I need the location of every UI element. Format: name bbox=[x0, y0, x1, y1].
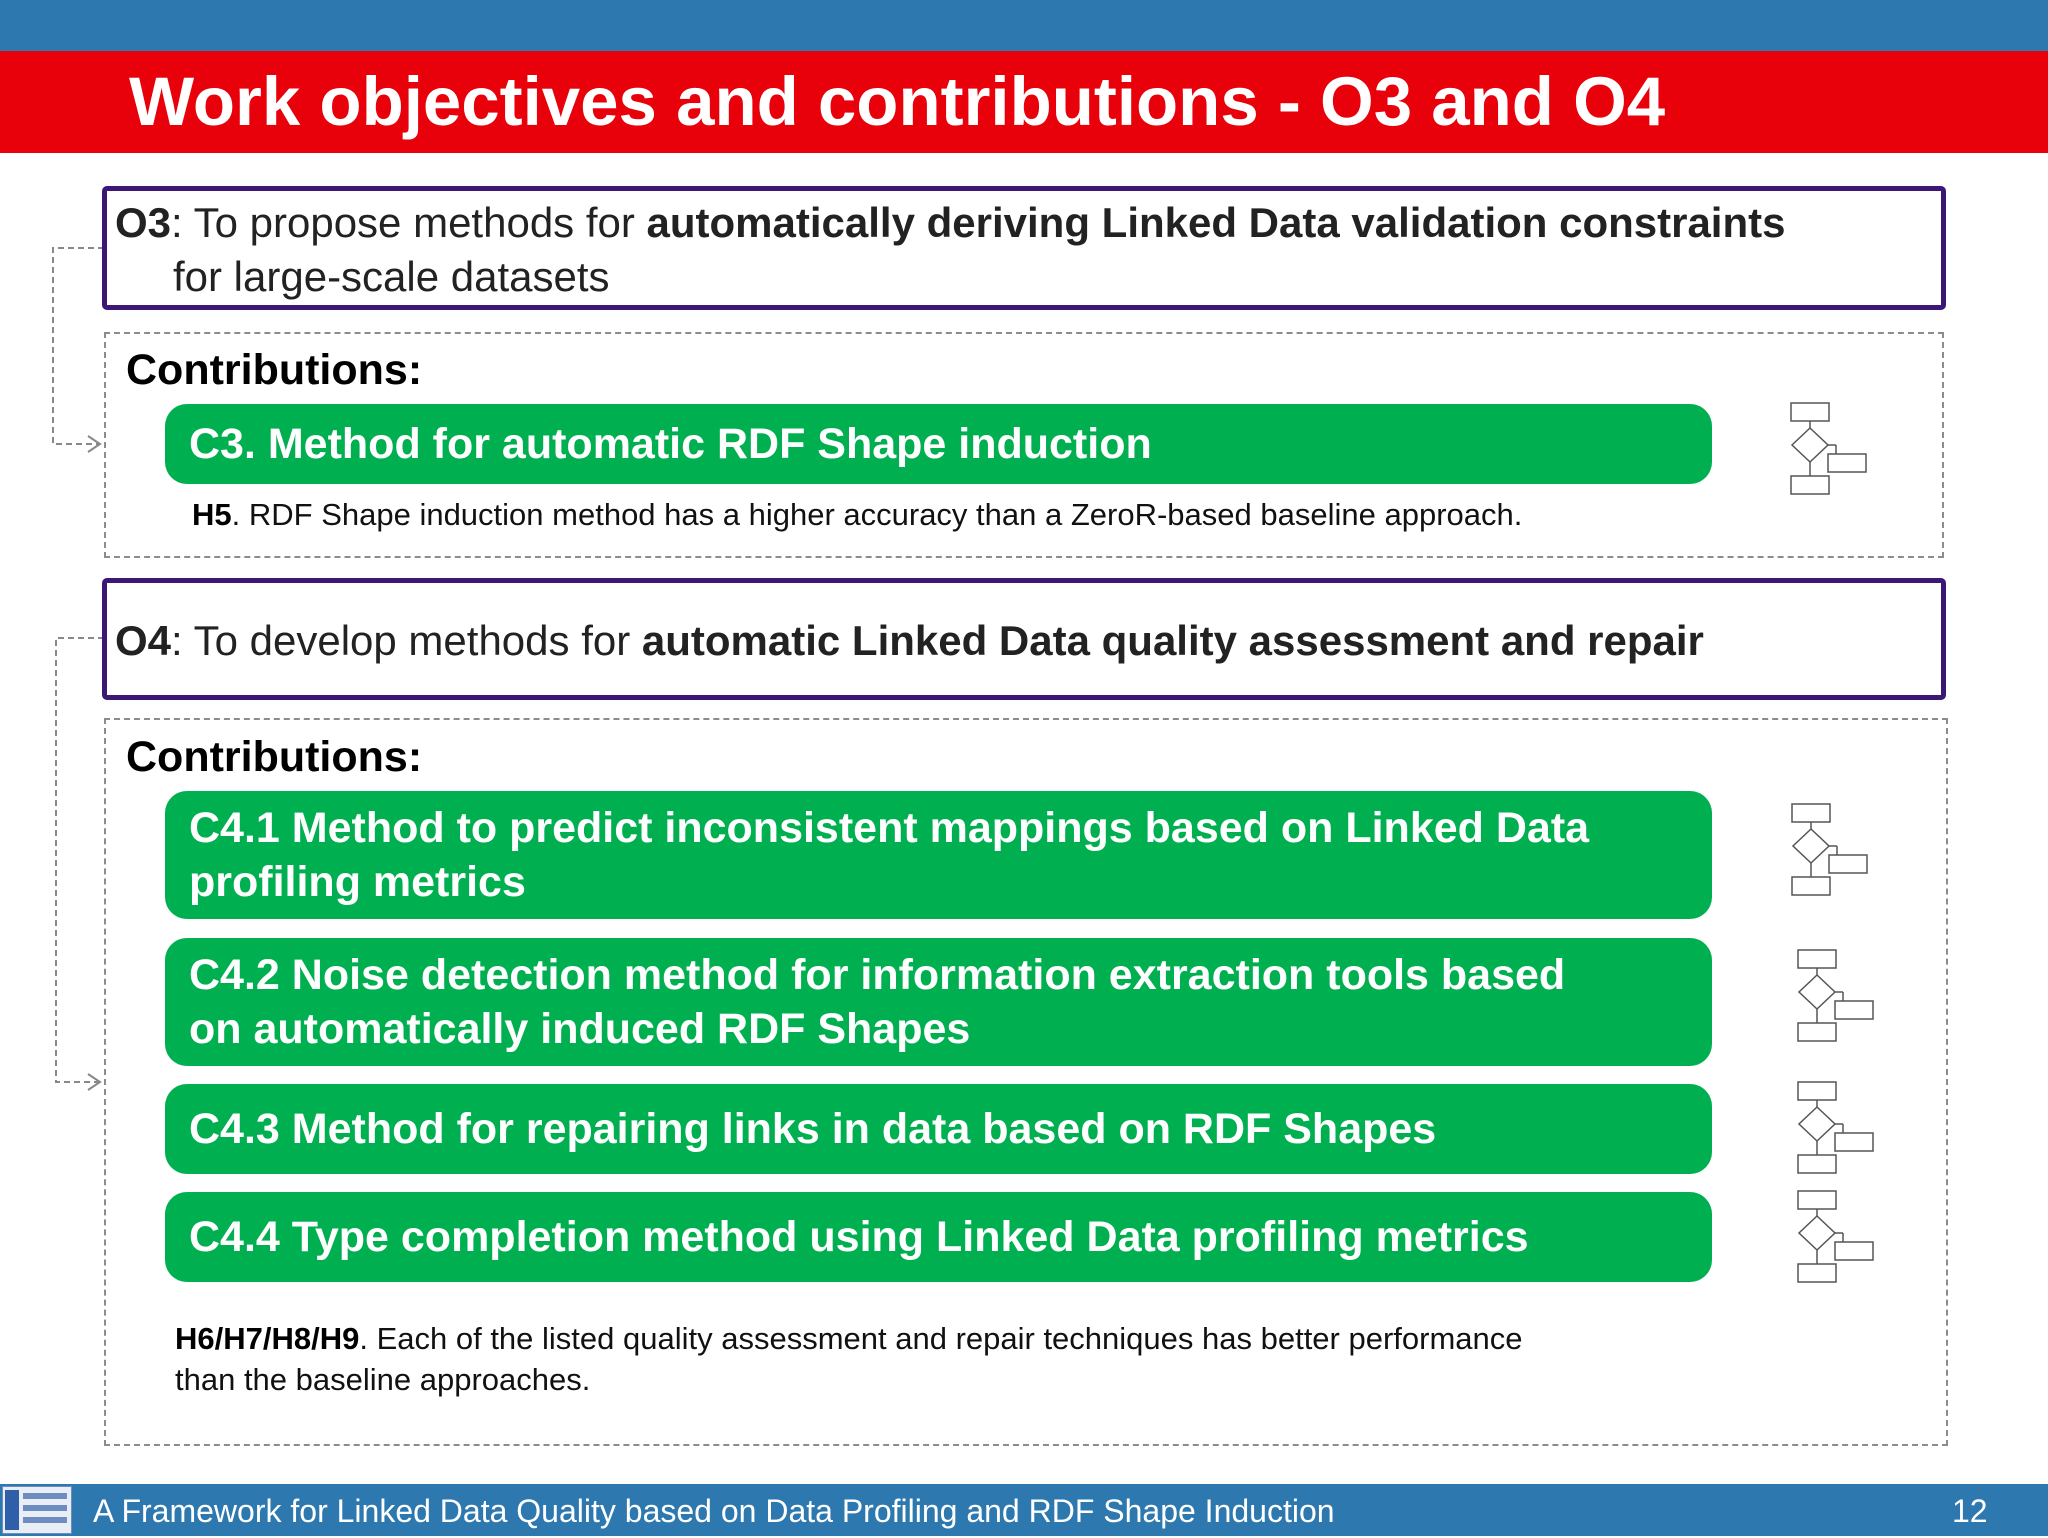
hypothesis-h5-label: H5 bbox=[192, 497, 232, 532]
hypothesis-h6-h9-line2: than the baseline approaches. bbox=[175, 1362, 591, 1397]
objective-o3-intro: : To propose methods for bbox=[171, 199, 647, 246]
objective-o3-text bbox=[115, 196, 1935, 304]
page-number: 12 bbox=[1952, 1493, 1988, 1529]
flowchart-icon bbox=[1783, 1186, 1883, 1286]
hypothesis-h6-h9-label: H6/H7/H8/H9 bbox=[175, 1321, 360, 1356]
objective-o3-label: O3 bbox=[115, 199, 172, 246]
flowchart-icon bbox=[1783, 1077, 1883, 1177]
objective-o3-line2: for large-scale datasets bbox=[173, 253, 610, 300]
logo bbox=[2, 1486, 72, 1534]
hypothesis-h6-h9 bbox=[175, 1318, 1523, 1400]
slide-title: Work objectives and contributions - O3 and O4 bbox=[129, 63, 1666, 140]
objective-o3-emphasis: automatically deriving Linked Data validation constraints bbox=[646, 199, 1786, 246]
contribution-c3: C3. Method for automatic RDF Shape induction bbox=[165, 404, 1712, 484]
footer-title: A Framework for Linked Data Quality based on Data Profiling and RDF Shape Induction bbox=[93, 1493, 1335, 1529]
objective-o4-emphasis: automatic Linked Data quality assessment and repair bbox=[641, 617, 1704, 664]
contribution-c4-3: C4.3 Method for repairing links in data based on RDF Shapes bbox=[165, 1084, 1712, 1174]
header-band bbox=[0, 0, 2048, 51]
objective-o4-intro: : To develop methods for bbox=[171, 617, 642, 664]
contribution-c4-2-line1: C4.2 Noise detection method for information extraction tools based bbox=[189, 951, 1566, 999]
flowchart-icon bbox=[1776, 398, 1876, 498]
objective-o4-label: O4 bbox=[115, 617, 172, 664]
flowchart-icon bbox=[1783, 945, 1883, 1045]
contribution-c4-1-line2: profiling metrics bbox=[189, 858, 526, 906]
contribution-c4-1 bbox=[165, 791, 1712, 919]
o4-connector-arrow bbox=[48, 636, 108, 1096]
contribution-c4-2 bbox=[165, 938, 1712, 1066]
flowchart-icon bbox=[1777, 799, 1877, 899]
o3-connector-arrow bbox=[48, 246, 108, 456]
hypothesis-h5 bbox=[192, 494, 1522, 535]
o4-contributions-heading: Contributions: bbox=[126, 733, 423, 781]
contribution-c4-1-line1: C4.1 Method to predict inconsistent mappings based on Linked Data bbox=[189, 804, 1590, 852]
o3-contributions-heading: Contributions: bbox=[126, 346, 423, 394]
hypothesis-h6-h9-text: . Each of the listed quality assessment and repair techniques has better performance bbox=[359, 1321, 1523, 1356]
objective-o4-text bbox=[115, 614, 1704, 668]
contribution-c4-4: C4.4 Type completion method using Linked Data profiling metrics bbox=[165, 1192, 1712, 1282]
contribution-c4-2-line2: on automatically induced RDF Shapes bbox=[189, 1005, 971, 1053]
hypothesis-h5-text: . RDF Shape induction method has a higher accuracy than a ZeroR-based baseline approach. bbox=[231, 497, 1523, 532]
